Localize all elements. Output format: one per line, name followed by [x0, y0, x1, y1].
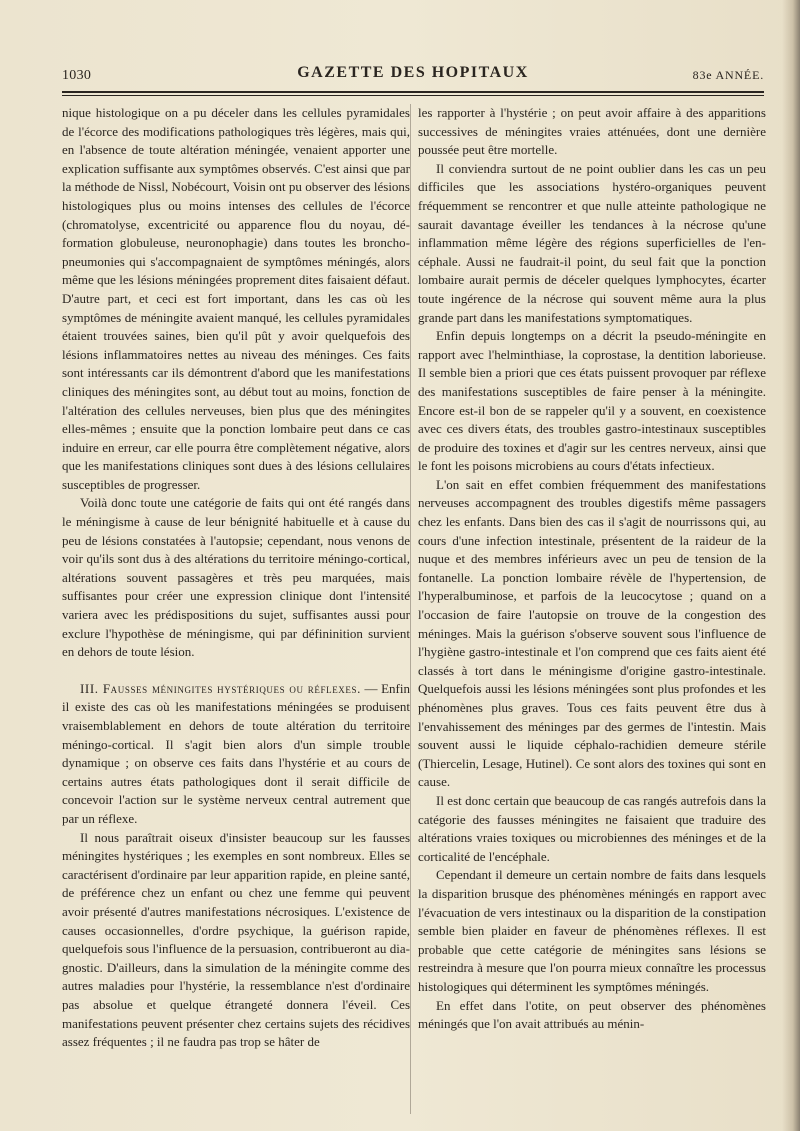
journal-title: GAZETTE DES HOPITAUX — [297, 64, 529, 81]
section-paragraph — [62, 680, 410, 829]
paragraph: Il nous paraîtrait oiseux d'insister beaucoup sur les fausses méningites hystériques ; les exemples en sont nombreux. Elles se caractérisent d'ordinaire par leur apparition rapide, en pleine santé, de préférence chez un enfant ou chez une femme qui peuvent avoir présenté d'autres manifestations nécrosiques. L'existence de causes occasionnelles, d'ordre psychique, la guérison rapide, quelquefois sous l'influence de la persuasion, contribueront au diagnostic. D'ailleurs, dans la simulation de la méningite comme des autres maladies pour l'hystérie, la ressemblance n'est d'ordinaire pas absolue et quelque étrangeté donnera l'éveil. Ces manifestations peuvent présenter chez certains sujets des récidives assez fréquentes ; il ne faudra pas trop se hâter de — [62, 829, 410, 1050]
page-header — [62, 64, 764, 86]
paragraph: Cependant il demeure un certain nombre de faits dans lesquels la disparition brusque des phénomènes méningés en rapport avec l'évacuation de vers intestinaux ou la disparition de la constipation semble bien plaider en faveur de phénomènes réflexes. Il est probable que cette catégorie de méningites sans lésions se restreindra à mesure que l'on pourra mieux connaître les processus histologiques qui déterminent les symptômes méningés. — [418, 867, 766, 994]
header-rule-thin — [62, 95, 764, 96]
column-divider — [410, 104, 411, 1114]
paragraph: les rapporter à l'hystérie ; on peut avoir affaire à des apparitions successives de méningites vraies atténuées, dont une dernière poussée peut être mortelle. — [418, 105, 766, 158]
section-text: — Enfin il existe des cas où les manifestations méningées se produisent vraisemblablement en dehors de toute altération du territoire méningo-cortical. Il s'agit bien alors d'un simple trouble dynamique ; on observe ces faits dans l'hystérie et au cours de certains autres états pathologiques dont il serait difficile de concevoir l'action sur le système nerveux central autrement que par un réflexe. — [62, 680, 411, 826]
left-column — [62, 104, 410, 1052]
paragraph: En effet dans l'otite, on peut observer des phénomènes méningés que l'on avait attribués au ménin- — [418, 997, 766, 1032]
section-heading: III. Fausses méningites hystériques ou réflexes. — [80, 680, 361, 696]
paragraph: L'on sait en effet combien fréquemment des manifestations nerveuses accompagnent des troubles digestifs même passagers chez les enfants. Dans bien des cas il s'agit de nourrissons qui, au cours d'une infection intestinale, présentent de la raideur de la nuque et des membres inférieurs avec un peu de tension de la fontanelle. La ponction lombaire révèle de l'hypertension, de l'hyperalbuminose, et parfois de la leucocytose ; quand on a l'occasion de faire l'autopsie on trouve de la congestion des méninges. Mais la guérison s'observe souvent sous l'influence de l'hygiène gastro-intestinale et l'on comprend que ces faits aient été classés à tort dans le méningisme d'origine gastro-intestinale. Quelquefois aussi les lésions méningées sont plus profondes et les phénomènes plus graves. Tous ces faits peuvent être dus à l'envahissement des méninges par des germes de l'intestin. Mais souvent aussi le liquide céphalo-rachidien demeure stérile (Thiercelin, Lesage, Hutinel). Ce sont alors des toxines qui sont en cause. — [418, 476, 766, 790]
paragraph: Il conviendra surtout de ne point oublier dans les cas un peu difficiles que les associations hystéro-organiques peuvent fréquemment se rencontrer et que nulle atteinte pathologique ne saurait davantage éveiller les tendances à la nécrose qu'une inflammation même légère des régions superficielles de l'encéphale. Aussi ne faudrait-il point, du seul fait que la ponction lombaire aurait permis de déceler quelques lymphocytes, écarter toute ingérence de la nécrose qui souvent même aura la plus grande part dans les manifestations symptomatiques. — [418, 160, 766, 325]
paragraph: Enfin depuis longtemps on a décrit la pseudo-méningite en rapport avec l'helminthiase, la coprostase, la dentition laborieuse. Il semble bien a priori que ces états puissent provoquer par réflexe des manifestations susceptibles de faire penser à la méningite. Encore est-il bon de se rappeler qu'il y a souvent, en coexistence avec ces divers états, des troubles gastro-intestinaux susceptibles de produire des toxines et d'agir sur les centres nerveux, ainsi que le font les poisons microbiens au cours d'états infectieux. — [418, 328, 766, 474]
page-edge-shadow — [782, 0, 800, 1131]
page-number: 1030 — [62, 68, 92, 83]
year-label: 83e ANNÉE. — [692, 68, 764, 82]
paragraph: Voilà donc toute une catégorie de faits qui ont été rangés dans le méningisme à cause de leur bénignité habituelle et à cause du peu de lésions constatées à l'autopsie; cependant, nous venons de voir qu'ils sont dus à des altérations du territoire méningo-cortical, altérations souvent passagères et très peu marquées, mais suffisantes pour créer une expression clinique dont l'intensité variera avec les prédispositions du sujet, suffisantes aussi pour exclure l'hypothèse de méningisme, qui par défininition survient en dehors de toute lésion. — [62, 495, 410, 660]
header-rule-thick — [62, 91, 764, 93]
right-column — [418, 104, 766, 1034]
paragraph: nique histologique on a pu déceler dans les cellules pyramidales de l'écorce des modifications pathologiques très légères, mais qui, en l'absence de toute altération méningée, venaient apporter une explication suffisante aux symptômes observés. C'est ainsi que par la méthode de Nissl, Nobécourt, Voisin ont pu observer des lésions histologiques plus ou moins intenses des cellules de l'écorce (chromatolyse, excentricité ou apparence flou du noyau, déformation globuleuse, neuronophagie) dans toutes les broncho-pneumonies qui s'accompagnaient de symptômes méningés, alors même que les lésions méningées proprement dites faisaient défaut. D'autre part, et ceci est fort important, dans les cas où les symptômes de méningite avaient manqué, les cellules pyramidales étaient trouvées saines, bien qu'il pût y avoir quelquefois des lésions inflammatoires nettes au niveau des méninges. Ces faits sont intéressants car ils démontrent d'abord que les manifestations cliniques des méningites sont, au début tout au moins, fonction de l'altération des cellules nerveuses, bien plus que des méningites elles-mêmes ; ensuite que la ponction lombaire peut dans ce cas induire en erreur, car elle pourra être complètement négative, alors que les manifestations cliniques sont dues à des lésions cellulaires susceptibles de progresser. — [62, 105, 410, 492]
paragraph: Il est donc certain que beaucoup de cas rangés autrefois dans la catégorie des fausses méningites ne faisaient que traduire des altérations vraies toxiques ou microbiennes des méninges et de la corticalité de l'encéphale. — [418, 792, 766, 864]
